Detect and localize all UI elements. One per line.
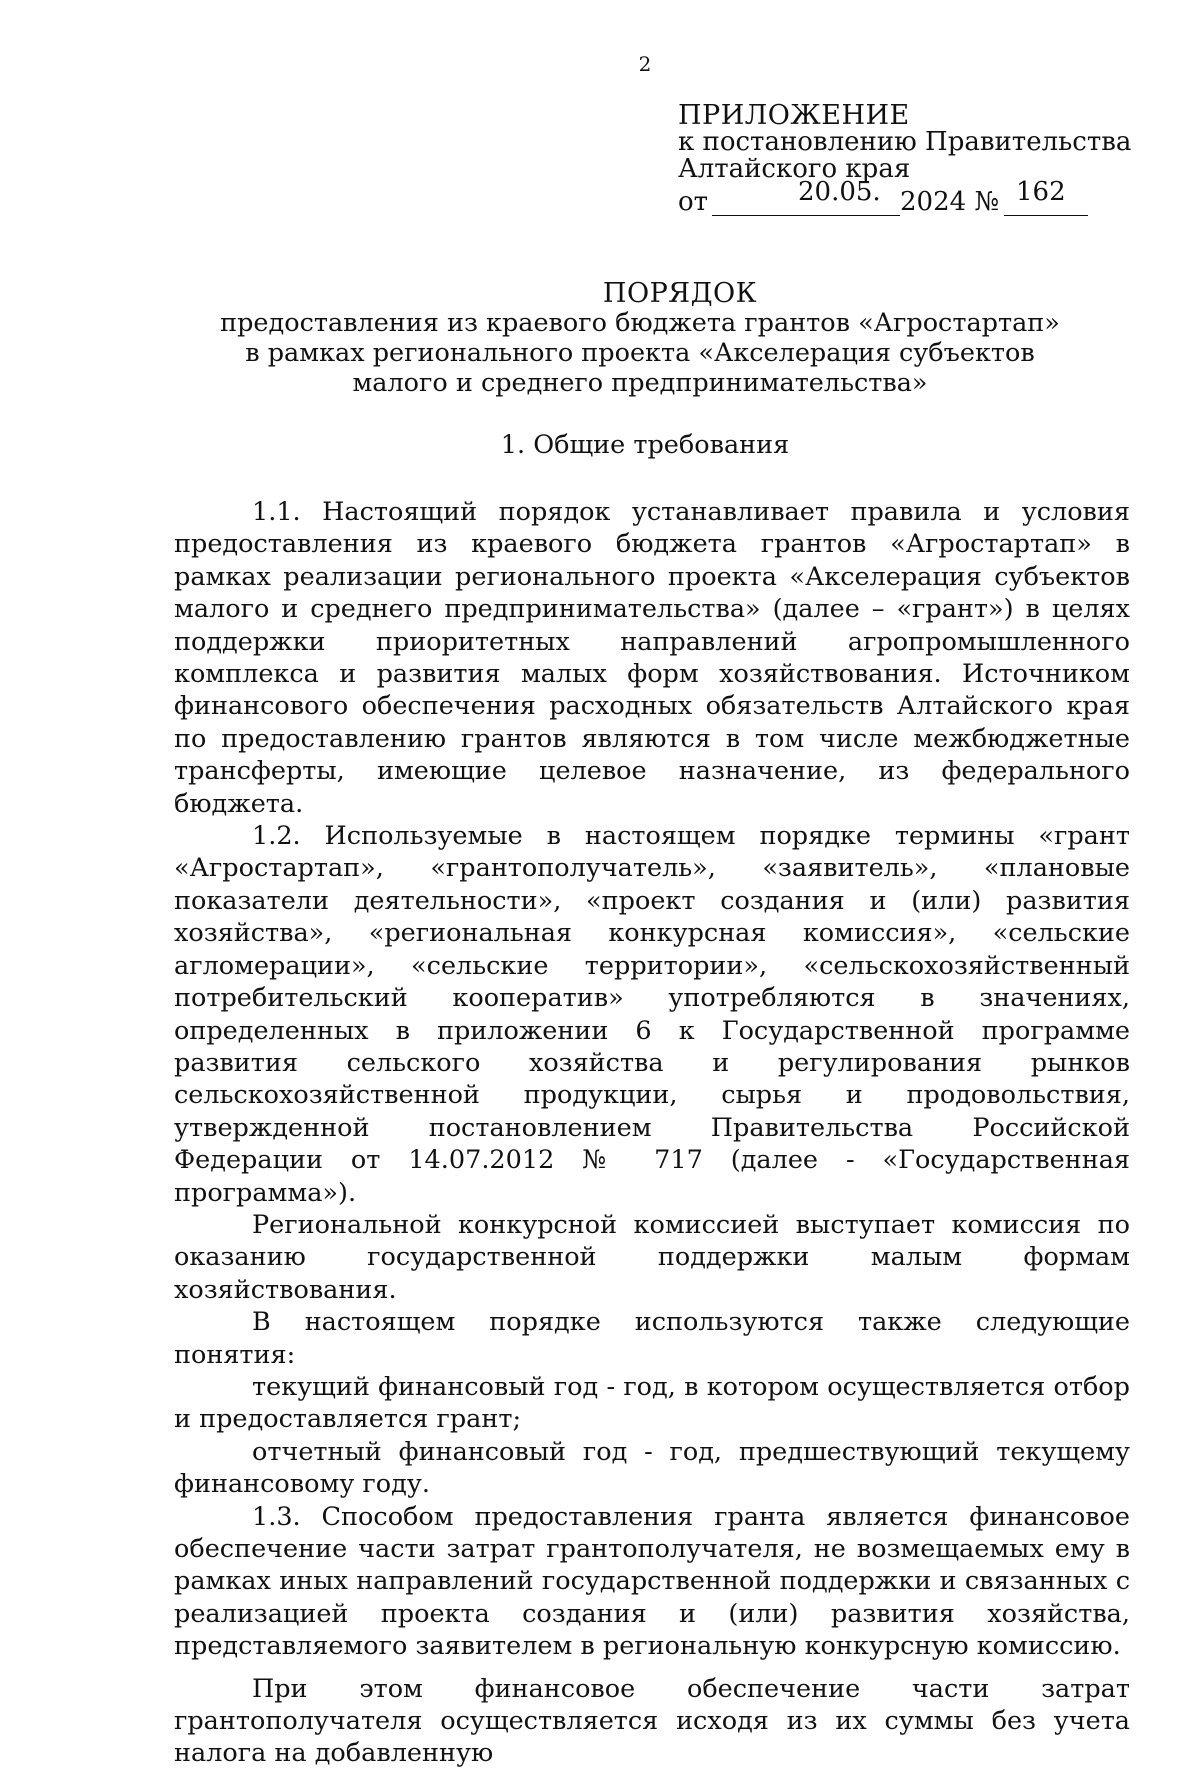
paragraph: 1.1. Настоящий порядок устанавливает правила и условия предоставления из краевого бюджета грантов «Агростартап» в рамках реализации регионального проекта «Акселерация субъектов малого и среднего предпринимательства» (далее – «грант») в целях поддержки приоритетных направлений агропромышленного комплекса и развития малых форм хозяйствования. Источником финансового обеспечения расходных обязательств Алтайского края по предоставлению грантов являются в том числе межбюджетные трансферты, имеющие целевое назначение, из федерального бюджета. — [174, 497, 1130, 819]
from-label: от — [678, 187, 709, 217]
paragraph: 1.3. Способом предоставления гранта является финансовое обеспечение части затрат грантополучателя, не возмещаемых ему в рамках иных направлений государственной поддержки и связанных с реализацией проекта создания и (или) развития хозяйства, представляемого заявителем в региональную конкурсную комиссию. — [174, 1501, 1130, 1662]
date-underline — [712, 215, 900, 216]
paragraph: отчетный финансовый год - год, предшествующий текущему финансовому году. — [174, 1436, 1130, 1500]
paragraph: 1.2. Используемые в настоящем порядке термины «грант «Агростартап», «грантополучатель», «заявитель», «плановые показатели деятельности», «проект создания и (или) развития хозяйства», «региональная конкурсная комиссия», «сельские агломерации», «сельские территории», «сельскохозяйственный потребительский кооператив» употребляются в значениях, определенных в приложении 6 к Государственной программе развития сельского хозяйства и регулирования рынков сельскохозяйственной продукции, сырья и продовольствия, утвержденной постановлением Правительства Российской Федерации от 14.07.2012 № 717 (далее - «Государственная программа»). — [174, 821, 1130, 1208]
paragraph: В настоящем порядке используются также следующие понятия: — [174, 1307, 1130, 1370]
document-subtitle: предоставления из краевого бюджета грантов «Агростартап» в рамках регионального проекта «Акселерация субъектов малого и среднего предпринимательства» — [220, 308, 1060, 398]
appendix-line-region: Алтайского края — [678, 154, 911, 184]
number-underline — [1004, 215, 1088, 216]
year-and-number-label: 2024 № — [900, 187, 1000, 217]
handwritten-number: 162 — [1016, 177, 1066, 207]
appendix-title: ПРИЛОЖЕНИЕ — [678, 100, 910, 131]
paragraph: Региональной конкурсной комиссией выступает комиссия по оказанию государственной поддержки малым формам хозяйствования. — [174, 1209, 1130, 1305]
section-title: 1. Общие требования — [500, 430, 790, 460]
paragraph: При этом финансовое обеспечение части затрат грантополучателя осуществляется исходя из их суммы без учета налога на добавленную — [174, 1673, 1130, 1769]
appendix-date-line — [678, 177, 1108, 219]
paragraph: текущий финансовый год - год, в котором осуществляется отбор и предоставляется грант; — [174, 1371, 1130, 1435]
page-number: 2 — [638, 52, 652, 76]
appendix-line-resolution: к постановлению Правительства — [678, 127, 1132, 157]
handwritten-date: 20.05. — [798, 177, 881, 207]
document-title: ПОРЯДОК — [602, 278, 758, 309]
appendix-block — [678, 100, 1132, 219]
document-body — [174, 496, 1130, 1770]
